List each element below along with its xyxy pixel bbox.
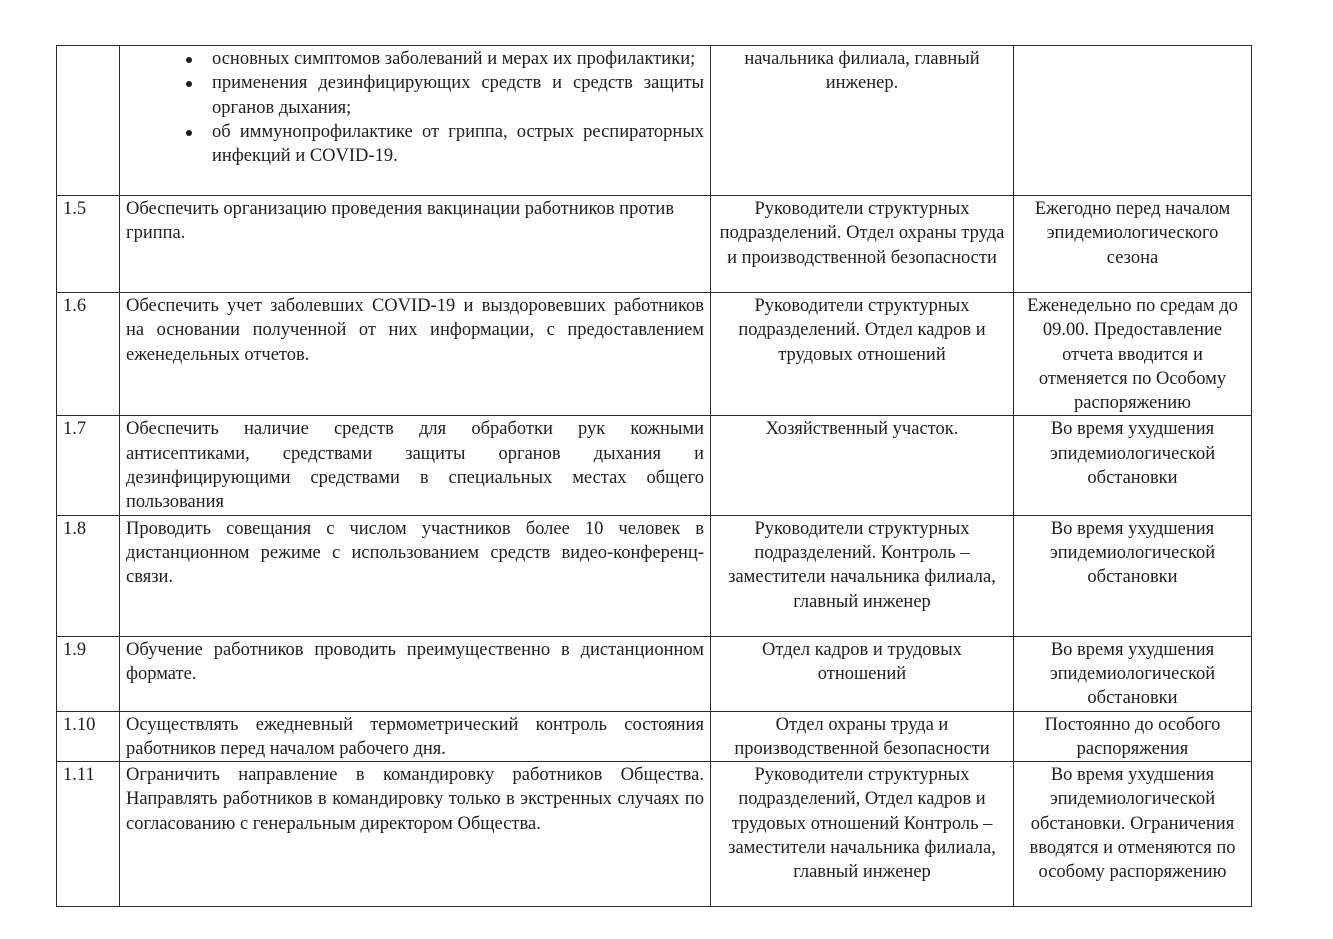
- deadline-cell: [1014, 46, 1252, 196]
- deadline-cell: Постоянно до особого распоряжения: [1014, 711, 1252, 762]
- action-cell: Ограничить направление в командировку работников Общества. Направлять работников в командировку только в экстренных случаях по согласованию с генеральным директором Общества.: [120, 762, 711, 907]
- row-number-cell: 1.8: [57, 515, 120, 636]
- deadline-cell: Ежегодно перед началом эпидемиологического сезона: [1014, 196, 1252, 293]
- action-cell: Осуществлять ежедневный термометрический контроль состояния работников перед началом рабочего дня.: [120, 711, 711, 762]
- table-row: [57, 636, 1252, 711]
- row-number-cell: 1.6: [57, 293, 120, 416]
- table-row: [57, 46, 1252, 196]
- list-item: об иммунопрофилактике от гриппа, острых респираторных инфекций и COVID-19.: [212, 120, 704, 169]
- responsible-cell: начальника филиала, главный инженер.: [711, 46, 1014, 196]
- deadline-cell: Еженедельно по средам до 09.00. Предоставление отчета вводится и отменяется по Особому распоряжению: [1014, 293, 1252, 416]
- responsible-cell: Руководители структурных подразделений. Отдел охраны труда и производственной безопасности: [711, 196, 1014, 293]
- responsible-cell: Руководители структурных подразделений, Отдел кадров и трудовых отношений Контроль – заместители начальника филиала, главный инженер: [711, 762, 1014, 907]
- table-row: [57, 711, 1252, 762]
- deadline-cell: Во время ухудшения эпидемиологической обстановки: [1014, 416, 1252, 515]
- responsible-cell: Хозяйственный участок.: [711, 416, 1014, 515]
- responsible-cell: Отдел кадров и трудовых отношений: [711, 636, 1014, 711]
- list-item: применения дезинфицирующих средств и средств защиты органов дыхания;: [212, 71, 704, 120]
- action-cell: Проводить совещания с числом участников более 10 человек в дистанционном режиме с использованием средств видео-конференц-связи.: [120, 515, 711, 636]
- responsible-cell: Руководители структурных подразделений. Контроль – заместители начальника филиала, главный инженер: [711, 515, 1014, 636]
- table-row: [57, 196, 1252, 293]
- deadline-cell: Во время ухудшения эпидемиологической обстановки. Ограничения вводятся и отменяются по особому распоряжению: [1014, 762, 1252, 907]
- measures-table: [56, 45, 1252, 907]
- row-number-cell: 1.10: [57, 711, 120, 762]
- action-cell: [120, 46, 711, 196]
- list-item: основных симптомов заболеваний и мерах их профилактики;: [212, 47, 704, 71]
- table-row: [57, 515, 1252, 636]
- deadline-cell: Во время ухудшения эпидемиологической обстановки: [1014, 515, 1252, 636]
- row-number-cell: 1.9: [57, 636, 120, 711]
- table-row: [57, 293, 1252, 416]
- action-cell: Обеспечить наличие средств для обработки рук кожными антисептиками, средствами защиты органов дыхания и дезинфицирующими средствами в специальных местах общего пользования: [120, 416, 711, 515]
- row-number-cell: [57, 46, 120, 196]
- responsible-cell: Отдел охраны труда и производственной безопасности: [711, 711, 1014, 762]
- action-cell: Обеспечить организацию проведения вакцинации работников против гриппа.: [120, 196, 711, 293]
- action-cell: Обучение работников проводить преимущественно в дистанционном формате.: [120, 636, 711, 711]
- row-number-cell: 1.7: [57, 416, 120, 515]
- table-row: [57, 762, 1252, 907]
- table-row: [57, 416, 1252, 515]
- action-cell: Обеспечить учет заболевших COVID-19 и выздоровевших работников на основании полученной от них информации, с предоставлением еженедельных отчетов.: [120, 293, 711, 416]
- deadline-cell: Во время ухудшения эпидемиологической обстановки: [1014, 636, 1252, 711]
- row-number-cell: 1.5: [57, 196, 120, 293]
- row-number-cell: 1.11: [57, 762, 120, 907]
- bullet-list: [126, 47, 704, 168]
- responsible-cell: Руководители структурных подразделений. Отдел кадров и трудовых отношений: [711, 293, 1014, 416]
